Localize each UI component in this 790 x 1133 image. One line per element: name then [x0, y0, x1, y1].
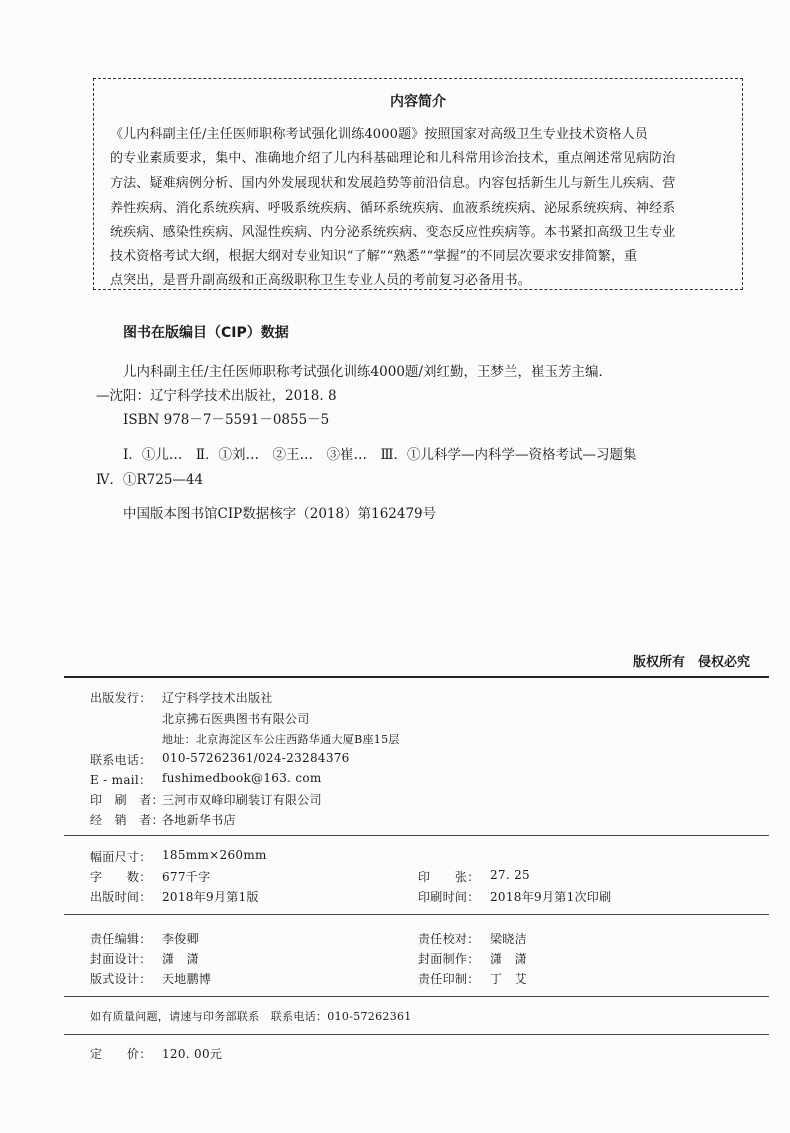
cip-classification-2: Ⅳ．①R725—44 [96, 472, 204, 488]
printer: 三河市双峰印刷装订有限公司 [162, 793, 322, 807]
phone: 010-57262361/024-23284376 [162, 751, 350, 765]
distributor-label: 经 销 者： [90, 813, 164, 827]
cip-heading: 图书在版编目（CIP）数据 [123, 325, 289, 341]
printing-time: 2018年9月第1次印刷 [490, 890, 612, 904]
summary-line: 技术资格考试大纲，根据大纲对专业知识“了解”“熟悉”“掌握”的不同层次要求安排简繁，重 [110, 249, 638, 264]
divider [64, 835, 769, 836]
rights-notice: 版权所有 侵权必究 [632, 655, 750, 670]
cip-isbn: ISBN 978－7－5591－0855－5 [123, 412, 330, 428]
distributor: 各地新华书店 [162, 813, 236, 827]
divider [64, 676, 769, 678]
editor: 李俊卿 [162, 932, 199, 946]
page-size: 185mm×260mm [162, 848, 267, 862]
size-label: 幅面尺寸： [90, 850, 152, 864]
price: 120. 00元 [162, 1047, 223, 1061]
print-resp-label: 责任印制： [418, 972, 480, 986]
print-supervisor: 丁 艾 [490, 972, 527, 986]
publication-time: 2018年9月第1版 [162, 890, 259, 904]
cover-maker: 潇 潇 [490, 952, 527, 966]
cover-designer: 潇 潇 [162, 952, 199, 966]
sheets-label: 印 张： [418, 870, 480, 884]
pubtime-label: 出版时间： [90, 890, 152, 904]
cip-number: 中国版本图书馆CIP数据核字（2018）第162479号 [123, 506, 437, 522]
co-publisher: 北京拂石医典图书有限公司 [162, 712, 310, 726]
publisher-label: 出版发行： [90, 691, 152, 705]
email-label: E - mail： [90, 773, 152, 787]
proof-label: 责任校对： [418, 932, 480, 946]
summary-line: 统疾病、感染性疾病、风湿性疾病、内分泌系统疾病、变态反应性疾病等。本书紧扣高级卫生专业 [110, 225, 676, 240]
divider [64, 996, 769, 997]
word-count: 677千字 [162, 870, 211, 884]
summary-line: 方法、疑难病例分析、国内外发展现状和发展趋势等前沿信息。内容包括新生儿与新生儿疾病、营 [110, 176, 676, 191]
summary-line: 《儿内科副主任/主任医师职称考试强化训练4000题》按照国家对高级卫生专业技术资格人员 [110, 127, 648, 142]
layout-designer: 天地鹏博 [162, 972, 212, 986]
printtime-label: 印刷时间： [418, 890, 480, 904]
summary-box [93, 78, 743, 290]
address: 地址：北京海淀区车公庄西路华通大厦B座15层 [162, 733, 400, 746]
printer-label: 印 刷 者： [90, 793, 164, 807]
divider [64, 914, 769, 915]
publisher: 辽宁科学技术出版社 [162, 691, 273, 705]
cover-design-label: 封面设计： [90, 952, 152, 966]
cover-make-label: 封面制作： [418, 952, 480, 966]
summary-line: 养性疾病、消化系统疾病、呼吸系统疾病、循环系统疾病、血液系统疾病、泌尿系统疾病、神经系 [110, 201, 676, 216]
words-label: 字 数： [90, 870, 152, 884]
phone-label: 联系电话： [90, 753, 152, 767]
cip-title-line: 儿内科副主任/主任医师职称考试强化训练4000题/刘红勤，王梦兰，崔玉芳主编． [123, 364, 612, 380]
summary-line: 的专业素质要求，集中、准确地介绍了儿内科基础理论和儿科常用诊治技术，重点阐述常见病防治 [110, 151, 676, 166]
divider [64, 1034, 769, 1035]
price-label: 定 价： [90, 1047, 152, 1061]
layout-label: 版式设计： [90, 972, 152, 986]
summary-line: 点突出，是晋升副高级和正高级职称卫生专业人员的考前复习必备用书。 [110, 273, 531, 288]
cip-publisher-line: —沈阳：辽宁科学技术出版社，2018. 8 [96, 388, 337, 404]
summary-title: 内容简介 [390, 94, 446, 110]
proofreader: 梁晓洁 [490, 932, 527, 946]
quality-note: 如有质量问题，请速与印务部联系 联系电话：010-57262361 [90, 1010, 412, 1023]
email: fushimedbook@163. com [162, 771, 322, 785]
sheet-count: 27. 25 [490, 868, 530, 882]
cip-classification-1: Ⅰ．①儿… Ⅱ．①刘… ②王… ③崔… Ⅲ．①儿科学—内科学—资格考试—习题集 [123, 447, 637, 463]
editor-label: 责任编辑： [90, 932, 152, 946]
